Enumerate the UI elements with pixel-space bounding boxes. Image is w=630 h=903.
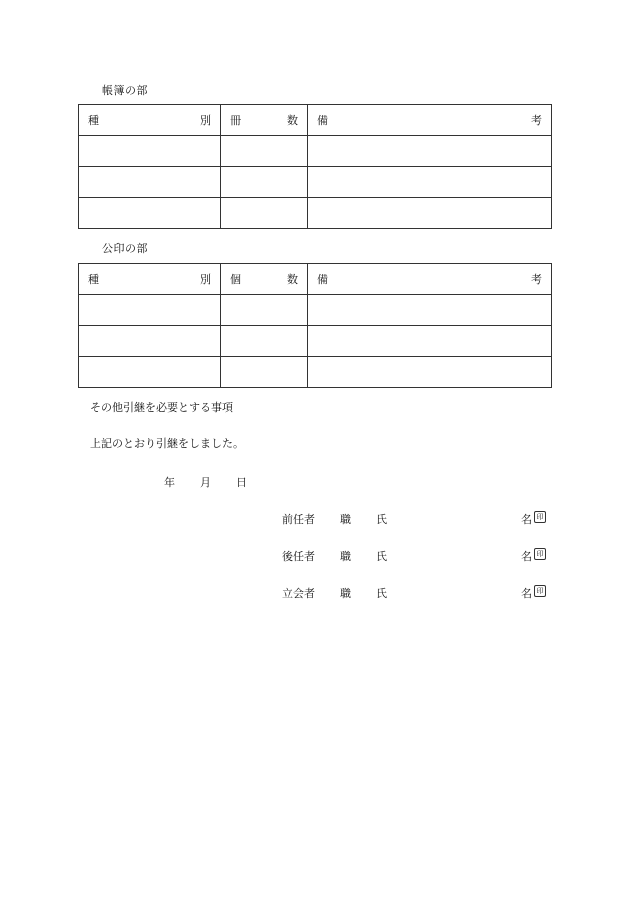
table-row — [79, 295, 552, 326]
seals-note-cell[interactable] — [308, 357, 552, 388]
signature-row-witness — [282, 585, 546, 601]
date-year-label: 年 — [164, 476, 175, 489]
books-header-kind: 種 別 — [79, 105, 221, 136]
seals-table — [78, 263, 552, 388]
seals-kind-cell[interactable] — [79, 295, 221, 326]
seal-mark-icon: 印 — [534, 585, 546, 597]
seals-header-note: 備 考 — [308, 264, 552, 295]
books-kind-cell[interactable] — [79, 167, 221, 198]
seals-count-cell[interactable] — [221, 357, 308, 388]
signature-name-label-a: 氏 — [376, 550, 387, 563]
signature-role: 前任者 — [282, 513, 315, 526]
date-day-label: 日 — [236, 476, 247, 489]
books-table — [78, 104, 552, 229]
books-header-row — [79, 105, 552, 136]
seal-mark-icon: 印 — [534, 548, 546, 560]
seals-note-cell[interactable] — [308, 326, 552, 357]
books-kind-cell[interactable] — [79, 136, 221, 167]
table-row — [79, 136, 552, 167]
seals-section-title: 公印の部 — [102, 242, 148, 255]
signature-title-label: 職 — [340, 587, 351, 600]
books-count-cell[interactable] — [221, 167, 308, 198]
signature-name-label-b: 名 — [521, 587, 532, 600]
books-header-count: 冊 数 — [221, 105, 308, 136]
seal-mark-icon: 印 — [534, 511, 546, 523]
table-row — [79, 167, 552, 198]
signature-role: 立会者 — [282, 587, 315, 600]
seals-kind-cell[interactable] — [79, 326, 221, 357]
signature-name-label-a: 氏 — [376, 513, 387, 526]
books-note-cell[interactable] — [308, 198, 552, 229]
seals-count-cell[interactable] — [221, 326, 308, 357]
date-month-label: 月 — [200, 476, 211, 489]
signature-row-successor — [282, 548, 546, 564]
seals-header-kind: 種 別 — [79, 264, 221, 295]
seals-count-cell[interactable] — [221, 295, 308, 326]
table-row — [79, 357, 552, 388]
seals-note-cell[interactable] — [308, 295, 552, 326]
table-row — [79, 326, 552, 357]
books-kind-cell[interactable] — [79, 198, 221, 229]
seals-kind-cell[interactable] — [79, 357, 221, 388]
handover-statement: 上記のとおり引継をしました。 — [90, 437, 244, 450]
signature-name-label-b: 名 — [521, 550, 532, 563]
signature-name-label-b: 名 — [521, 513, 532, 526]
seals-header-row — [79, 264, 552, 295]
signature-role: 後任者 — [282, 550, 315, 563]
table-row — [79, 198, 552, 229]
other-matters-label: その他引継を必要とする事項 — [90, 401, 233, 414]
books-header-note: 備 考 — [308, 105, 552, 136]
books-note-cell[interactable] — [308, 136, 552, 167]
books-note-cell[interactable] — [308, 167, 552, 198]
seals-header-count: 個 数 — [221, 264, 308, 295]
signature-title-label: 職 — [340, 550, 351, 563]
signature-name-label-a: 氏 — [376, 587, 387, 600]
books-count-cell[interactable] — [221, 198, 308, 229]
books-count-cell[interactable] — [221, 136, 308, 167]
signature-title-label: 職 — [340, 513, 351, 526]
signature-row-predecessor — [282, 511, 546, 527]
books-section-title: 帳簿の部 — [102, 84, 148, 97]
